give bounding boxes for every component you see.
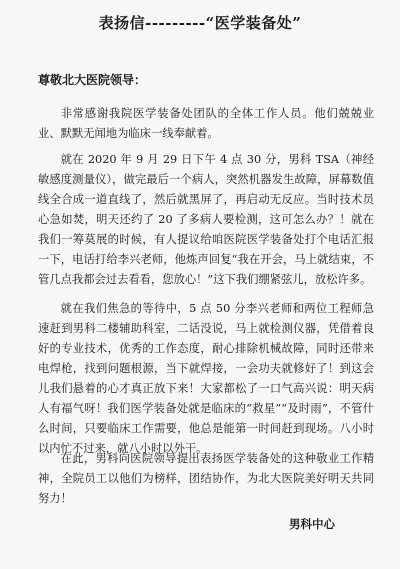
- signature: 男科中心: [289, 517, 335, 531]
- salutation: 尊敬北大医院领导：: [38, 73, 147, 87]
- paragraph-thanks: 非常感谢我院医学装备处团队的全体工作人员。他们兢兢业业、默默无闻地为临床一线奉献着。: [38, 107, 374, 140]
- letter-title: 表扬信---------“医学装备处”: [98, 14, 302, 32]
- paragraph-incident: 就在 2020 年 9 月 29 日下午 4 点 30 分，男科 TSA（神经敏感度测量仪），做完最后一个病人，突然机器发生故障，屏幕数值线全合成一道直线了，然后就黑屏了，再启动无反应。当时技术员心急如焚，明天还约了 20 了多病人要检测，这可怎么办？！就在我们一筹莫展的时候，有人提议给咱医院医学装备处打个电话汇报一下，电话打给李兴老师，他炼声回复“我在开会，马上就结束，不管几点我都会过去看看，您放心！”这下我们绷紧弦儿，放松许多。: [38, 153, 374, 286]
- paragraph-commendation: 在此，男科向医院领导提出表扬医学装备处的这种敬业工作精神，全院员工以他们为榜样，团结协作，为北大医院美好明天共同努力！: [38, 452, 374, 505]
- paragraph-repair: 就在我们焦急的等待中，5 点 50 分李兴老师和两位工程师急速赶到男科二楼辅助科室，二话没说，马上就检测仪器，凭借着良好的专业技术，优秀的工作态度，耐心排除机械故障，同时还带来电焊枪，找到问题根源，当下就焊接，一会功夫就修好了！到这会儿我们悬着的心才真正放下来！大家都松了一口气高兴说：明天病人有福气呀！我们医学装备处就是临床的“救星”“及时雨”，不管什么时间，只要临床工作需要，他总是能第一时间赶到现场。八小时以内忙不过来，就八小时以外干。: [38, 302, 374, 455]
